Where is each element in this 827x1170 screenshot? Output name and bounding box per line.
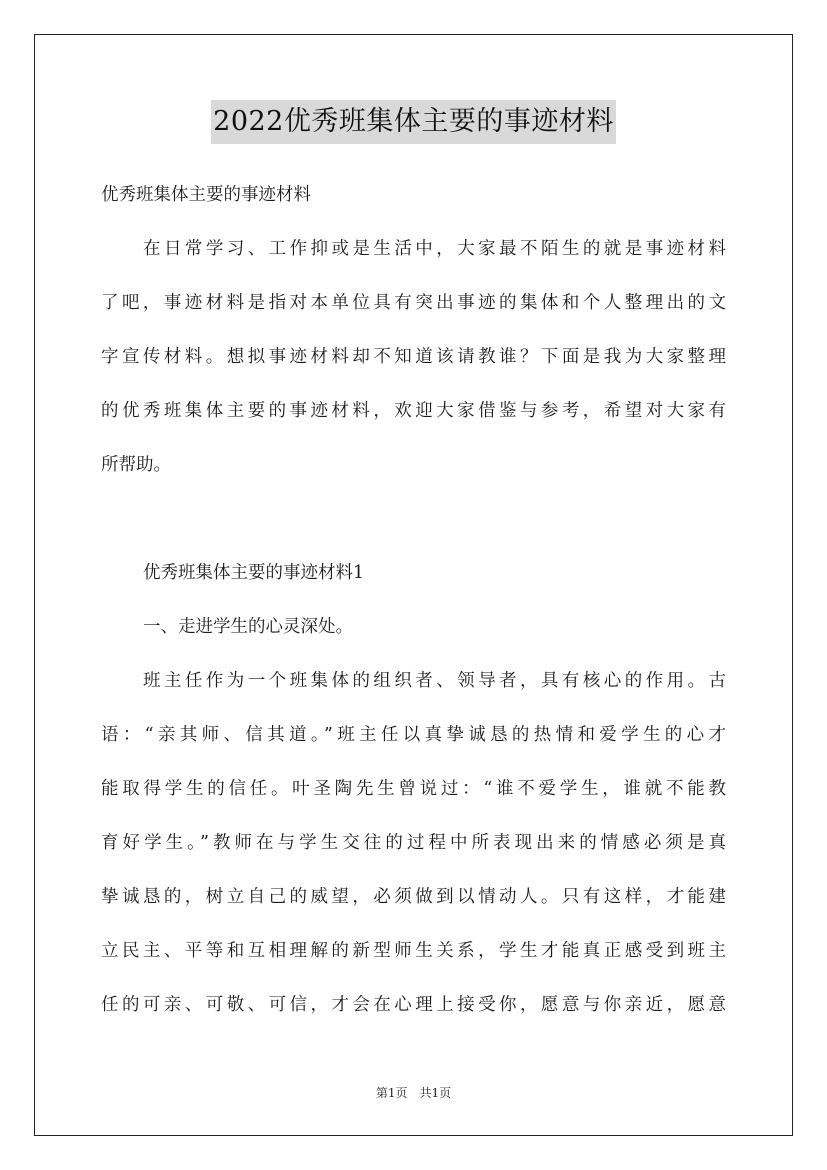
paragraph-line: 语：“亲其师、信其道。”班主任以真挚诚恳的热情和爱学生的心才 <box>101 725 726 745</box>
title-container <box>0 100 827 144</box>
paragraph-line: 挚诚恳的，树立自己的威望，必须做到以情动人。只有这样，才能建 <box>101 887 726 907</box>
page-footer <box>0 1084 827 1101</box>
section-heading: 优秀班集体主要的事迹材料1 <box>143 563 365 583</box>
paragraph-line: 字宣传材料。想拟事迹材料却不知道该请教谁？下面是我为大家整理 <box>101 347 726 367</box>
paragraph-line: 在日常学习、工作抑或是生活中，大家最不陌生的就是事迹材料 <box>143 239 726 259</box>
paragraph-line: 育好学生。”教师在与学生交往的过程中所表现出来的情感必须是真 <box>101 833 726 853</box>
document-title: 2022优秀班集体主要的事迹材料 <box>211 100 616 144</box>
page-number-label: 第1页 共1页 <box>375 1086 452 1100</box>
paragraph-line: 立民主、平等和互相理解的新型师生关系，学生才能真正感受到班主 <box>101 941 726 961</box>
document-subtitle: 优秀班集体主要的事迹材料 <box>101 185 311 205</box>
paragraph-line: 任的可亲、可敬、可信，才会在心理上接受你，愿意与你亲近，愿意 <box>101 995 726 1015</box>
paragraph-line: 能取得学生的信任。叶圣陶先生曾说过：“谁不爱学生，谁就不能教 <box>101 779 726 799</box>
paragraph-line: 所帮助。 <box>101 455 171 475</box>
paragraph-line: 了吧，事迹材料是指对本单位具有突出事迹的集体和个人整理出的文 <box>101 293 726 313</box>
paragraph-line: 的优秀班集体主要的事迹材料，欢迎大家借鉴与参考，希望对大家有 <box>101 401 726 421</box>
section-point: 一、走进学生的心灵深处。 <box>143 617 353 637</box>
paragraph-line: 班主任作为一个班集体的组织者、领导者，具有核心的作用。古 <box>143 671 726 691</box>
